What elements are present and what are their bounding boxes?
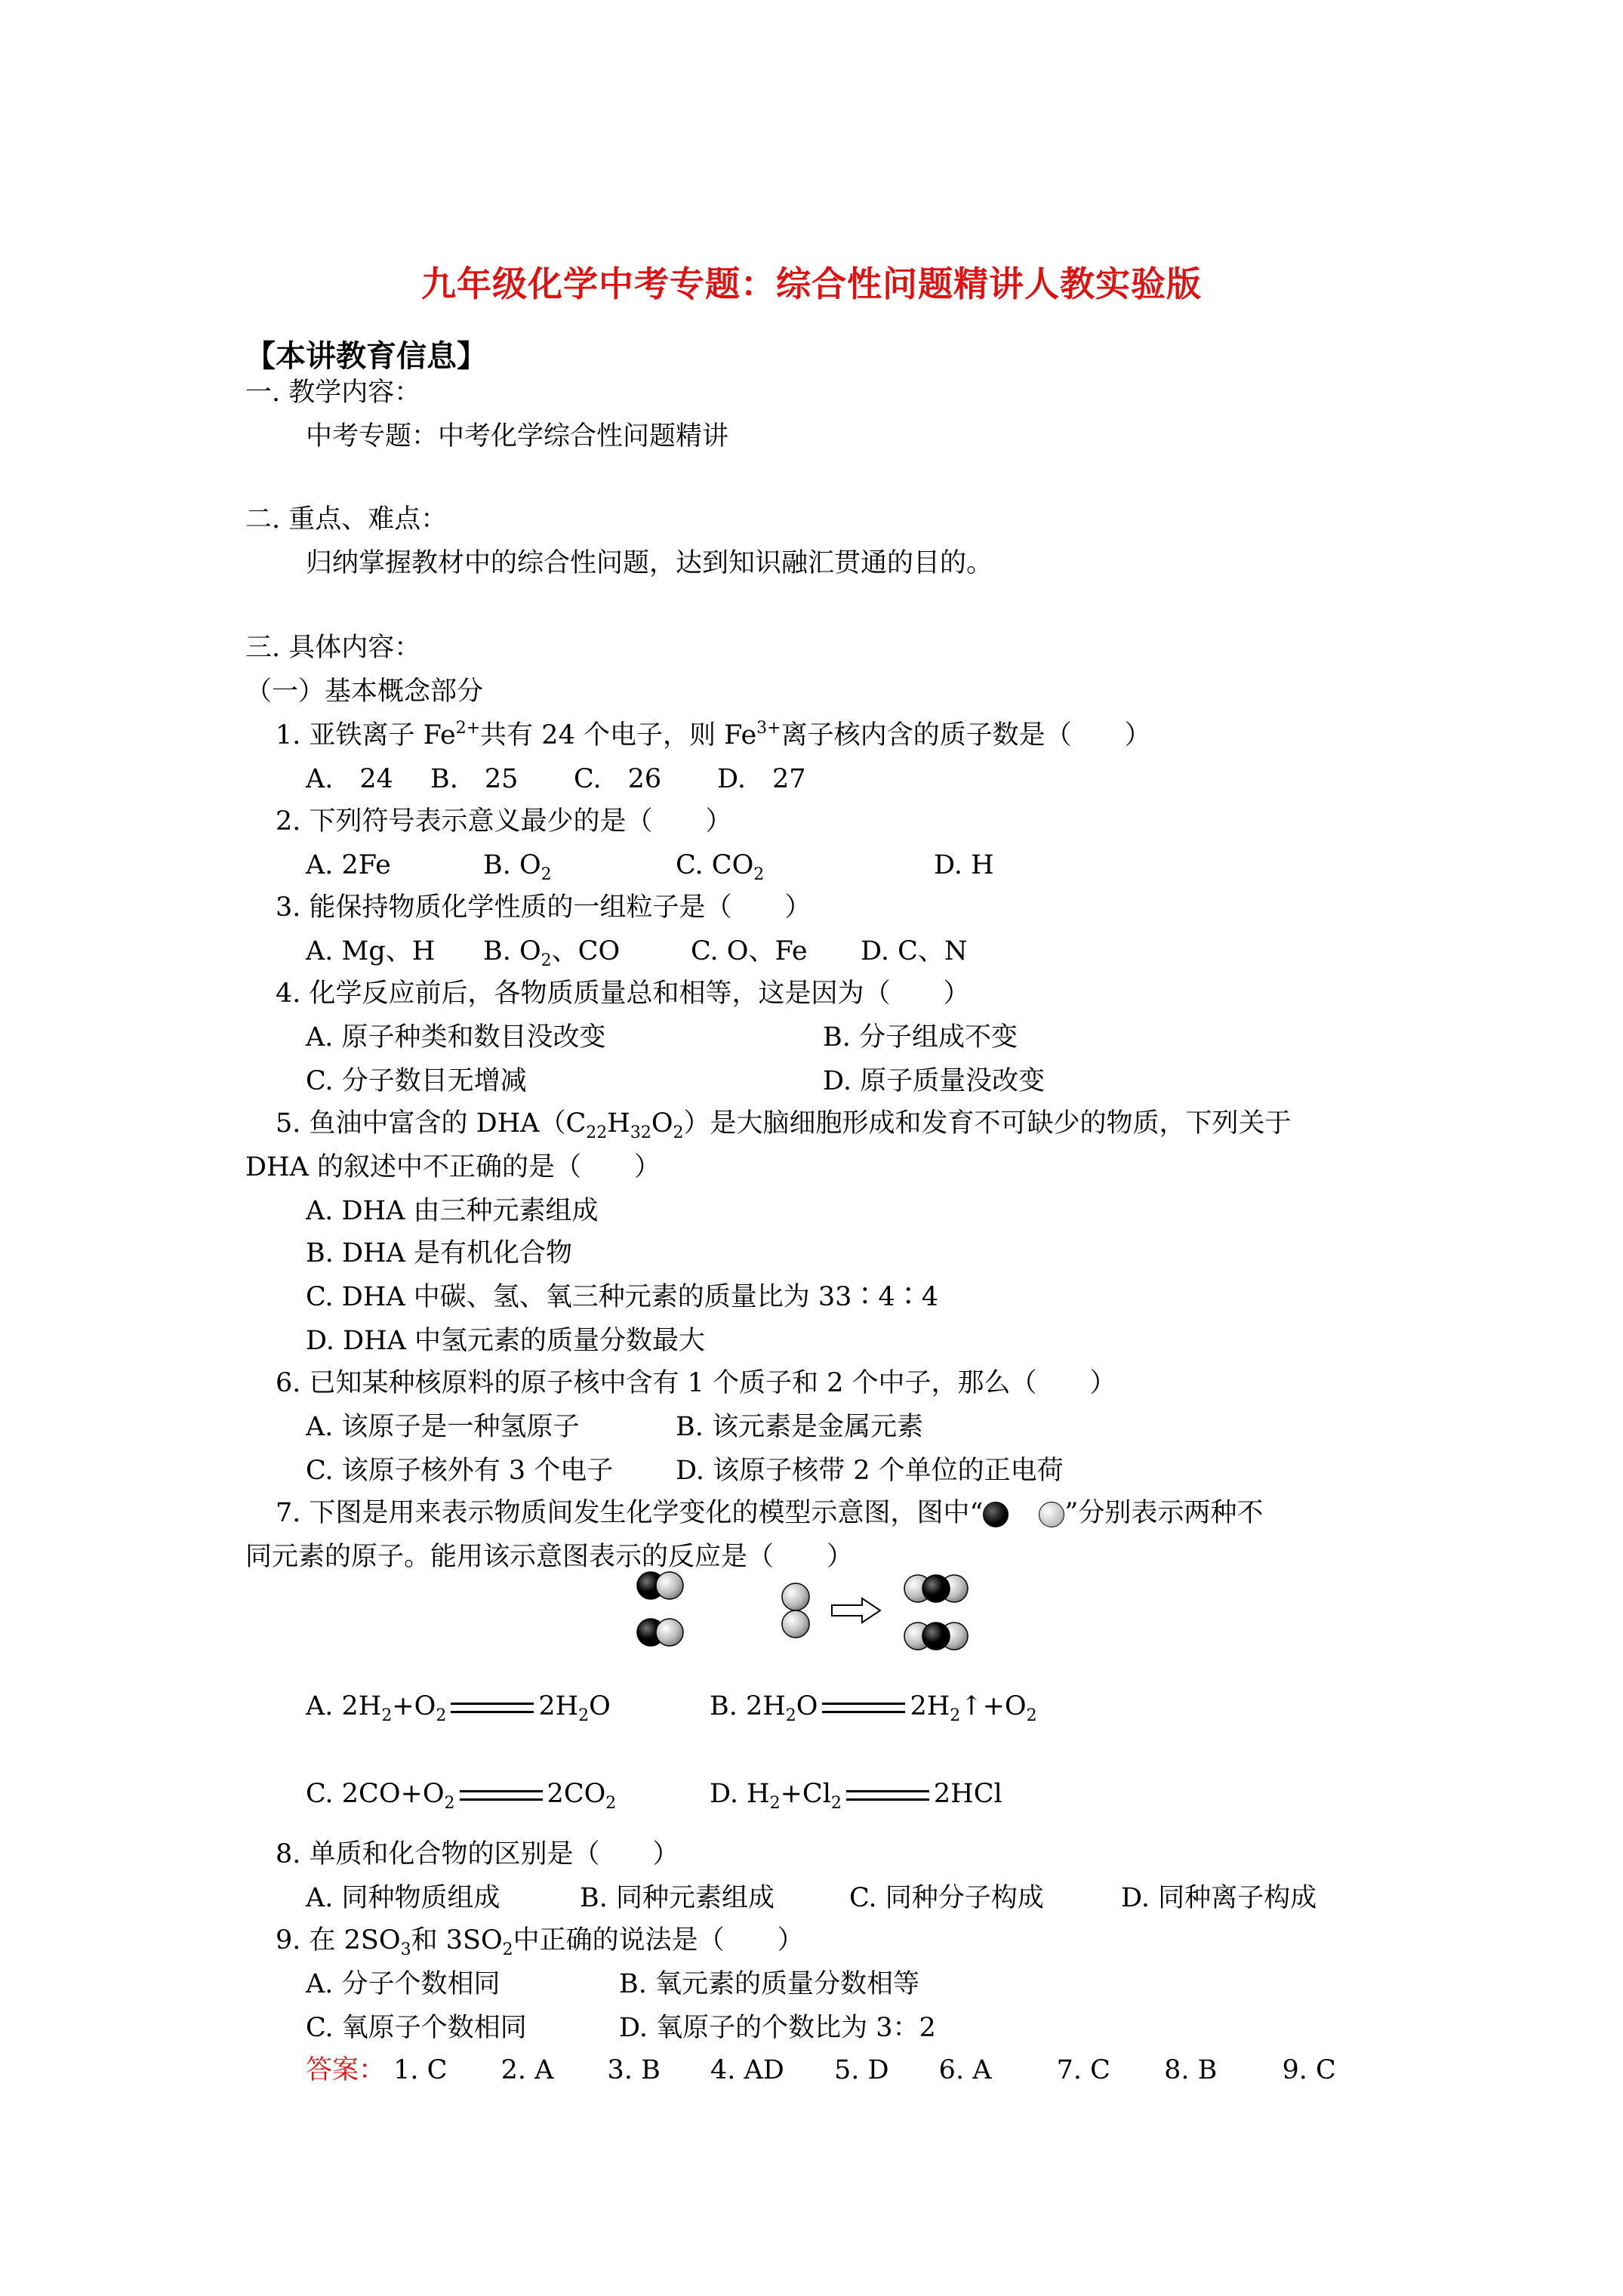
- answer-item: 8. B: [1164, 2055, 1218, 2085]
- section-1-content: 中考专题：中考化学综合性问题精讲: [306, 421, 729, 451]
- question-3-option-c: C. O、Fe: [691, 936, 808, 966]
- equals-sign-icon: [451, 1703, 534, 1713]
- product-molecule-2: [904, 1623, 968, 1650]
- question-9-option-c: C. 氧原子个数相同: [306, 2013, 527, 2043]
- product-molecule-1: [904, 1575, 968, 1602]
- equals-sign-icon: [822, 1703, 905, 1713]
- question-7-option-d: D. $H_2+Cl_2$ 2HCl: [710, 1779, 1002, 1813]
- question-5-option-b: B. DHA 是有机化合物: [306, 1238, 572, 1268]
- question-3-option-d: D. C、N: [861, 936, 968, 966]
- question-7-option-a: A. $2H_2+O_2$ $2H_2O$: [306, 1691, 611, 1725]
- question-5-option-d: D. DHA 中氢元素的质量分数最大: [306, 1326, 706, 1356]
- answer-item: 7. C: [1056, 2055, 1110, 2085]
- question-1-option-c: C. 26: [574, 764, 662, 794]
- section-2-content: 归纳掌握教材中的综合性问题，达到知识融汇贯通的目的。: [306, 548, 993, 578]
- section-2-label: 二. 重点、难点：: [245, 504, 448, 535]
- answer-label: 答案：: [306, 2055, 386, 2085]
- question-1-stem: 1. 亚铁离子 $Fe^{2+}$共有 24 个电子，则 $Fe^{3+}$离子核内含的质子数是（ ）: [276, 719, 1151, 750]
- question-2-stem: 2. 下列符号表示意义最少的是（ ）: [276, 806, 732, 837]
- question-2-option-a: A. 2Fe: [306, 850, 391, 880]
- hollow-right-arrow-icon: [832, 1598, 880, 1623]
- section-header: 【本讲教育信息】: [245, 339, 487, 374]
- question-8-option-d: D. 同种离子构成: [1121, 1883, 1317, 1913]
- question-2-option-c: C. $CO_2$: [676, 850, 765, 884]
- question-5-stem: 5. 鱼油中富含的 $DHA(C_{22}H_{32}O_2)$是大脑细胞形成和发育不可缺少的物质，下列关于: [276, 1108, 1292, 1142]
- question-8-option-c: C. 同种分子构成: [849, 1883, 1044, 1913]
- answer-item: 4. AD: [710, 2055, 784, 2085]
- question-8-option-a: A. 同种物质组成: [306, 1883, 500, 1913]
- answer-item: 5. D: [833, 2055, 889, 2085]
- reactant-molecule-o2: [782, 1583, 809, 1638]
- gray-atom-icon: [1039, 1502, 1064, 1527]
- question-9-stem: 9. 在 $2SO_3$和 $3SO_2$中正确的说法是（ ）: [276, 1925, 804, 1959]
- reaction-model-diagram: [634, 1567, 1012, 1665]
- question-5-option-c: C. DHA 中碳、氢、氧三种元素的质量比为 33∶4∶4: [306, 1282, 938, 1312]
- question-3-option-b: B. $O_2$、CO: [483, 936, 621, 970]
- question-1-option-b: B. 25: [430, 764, 519, 794]
- question-8-option-b: B. 同种元素组成: [580, 1883, 775, 1913]
- question-7-option-c: C. $2CO+O_2$ $2CO_2$: [306, 1779, 617, 1813]
- answer-key: [306, 2055, 1336, 2085]
- question-3-stem: 3. 能保持物质化学性质的一组粒子是（ ）: [276, 892, 812, 923]
- answer-item: 3. B: [607, 2055, 661, 2085]
- question-1-option-d: D. 27: [717, 764, 806, 794]
- equals-sign-icon: [460, 1790, 543, 1801]
- answer-item: 2. A: [500, 2055, 554, 2085]
- question-2-option-b: B. $O_2$: [483, 850, 552, 884]
- reactant-molecule-2: [637, 1619, 683, 1646]
- question-4-option-c: C. 分子数目无增减: [306, 1066, 527, 1096]
- equals-sign-icon: [846, 1790, 929, 1801]
- question-2-option-d: D. H: [934, 850, 994, 880]
- question-9-option-b: B. 氧元素的质量分数相等: [619, 1969, 919, 1999]
- question-1-option-a: A. 24: [306, 764, 393, 794]
- question-5-option-a: A. DHA 由三种元素组成: [306, 1196, 599, 1226]
- reactant-molecule-1: [637, 1572, 683, 1599]
- question-4-option-b: B. 分子组成不变: [823, 1022, 1018, 1052]
- question-5-stem-cont: DHA 的叙述中不正确的是（ ）: [245, 1152, 661, 1182]
- question-9-option-d: D. 氧原子的个数比为 3：2: [619, 2013, 936, 2043]
- question-6-option-d: D. 该原子核带 2 个单位的正电荷: [676, 1456, 1064, 1486]
- question-7-stem: 7. 下图是用来表示物质间发生化学变化的模型示意图，图中“ ”分别表示两种不: [276, 1498, 1264, 1528]
- question-7-stem-cont: 同元素的原子。能用该示意图表示的反应是（ ）: [245, 1542, 854, 1572]
- question-7-option-b: B. $2H_2O$ $2H_2↑+O_2$: [710, 1691, 1037, 1725]
- question-4-option-a: A. 原子种类和数目没改变: [306, 1022, 606, 1052]
- page-title: 九年级化学中考专题：综合性问题精讲人教实验版: [421, 264, 1202, 304]
- question-9-option-a: A. 分子个数相同: [306, 1969, 500, 1999]
- question-6-stem: 6. 已知某种核原料的原子核中含有 1 个质子和 2 个中子，那么（ ）: [276, 1368, 1116, 1398]
- question-6-option-a: A. 该原子是一种氢原子: [306, 1412, 580, 1442]
- question-8-stem: 8. 单质和化合物的区别是（ ）: [276, 1839, 679, 1869]
- answer-item: 9. C: [1282, 2055, 1336, 2085]
- answer-item: 1. C: [393, 2055, 448, 2085]
- question-4-stem: 4. 化学反应前后，各物质质量总和相等，这是因为（ ）: [276, 978, 970, 1009]
- answer-item: 6. A: [938, 2055, 992, 2085]
- question-3-option-a: A. Mg、H: [306, 936, 436, 966]
- question-4-option-d: D. 原子质量没改变: [823, 1066, 1046, 1096]
- section-3-label: 三. 具体内容：: [245, 633, 421, 663]
- question-6-option-b: B. 该元素是金属元素: [676, 1412, 923, 1442]
- question-6-option-c: C. 该原子核外有 3 个电子: [306, 1456, 614, 1486]
- black-atom-icon: [983, 1502, 1009, 1527]
- section-1-label: 一. 教学内容：: [245, 378, 421, 408]
- part-1-heading: （一）基本概念部分: [245, 676, 484, 707]
